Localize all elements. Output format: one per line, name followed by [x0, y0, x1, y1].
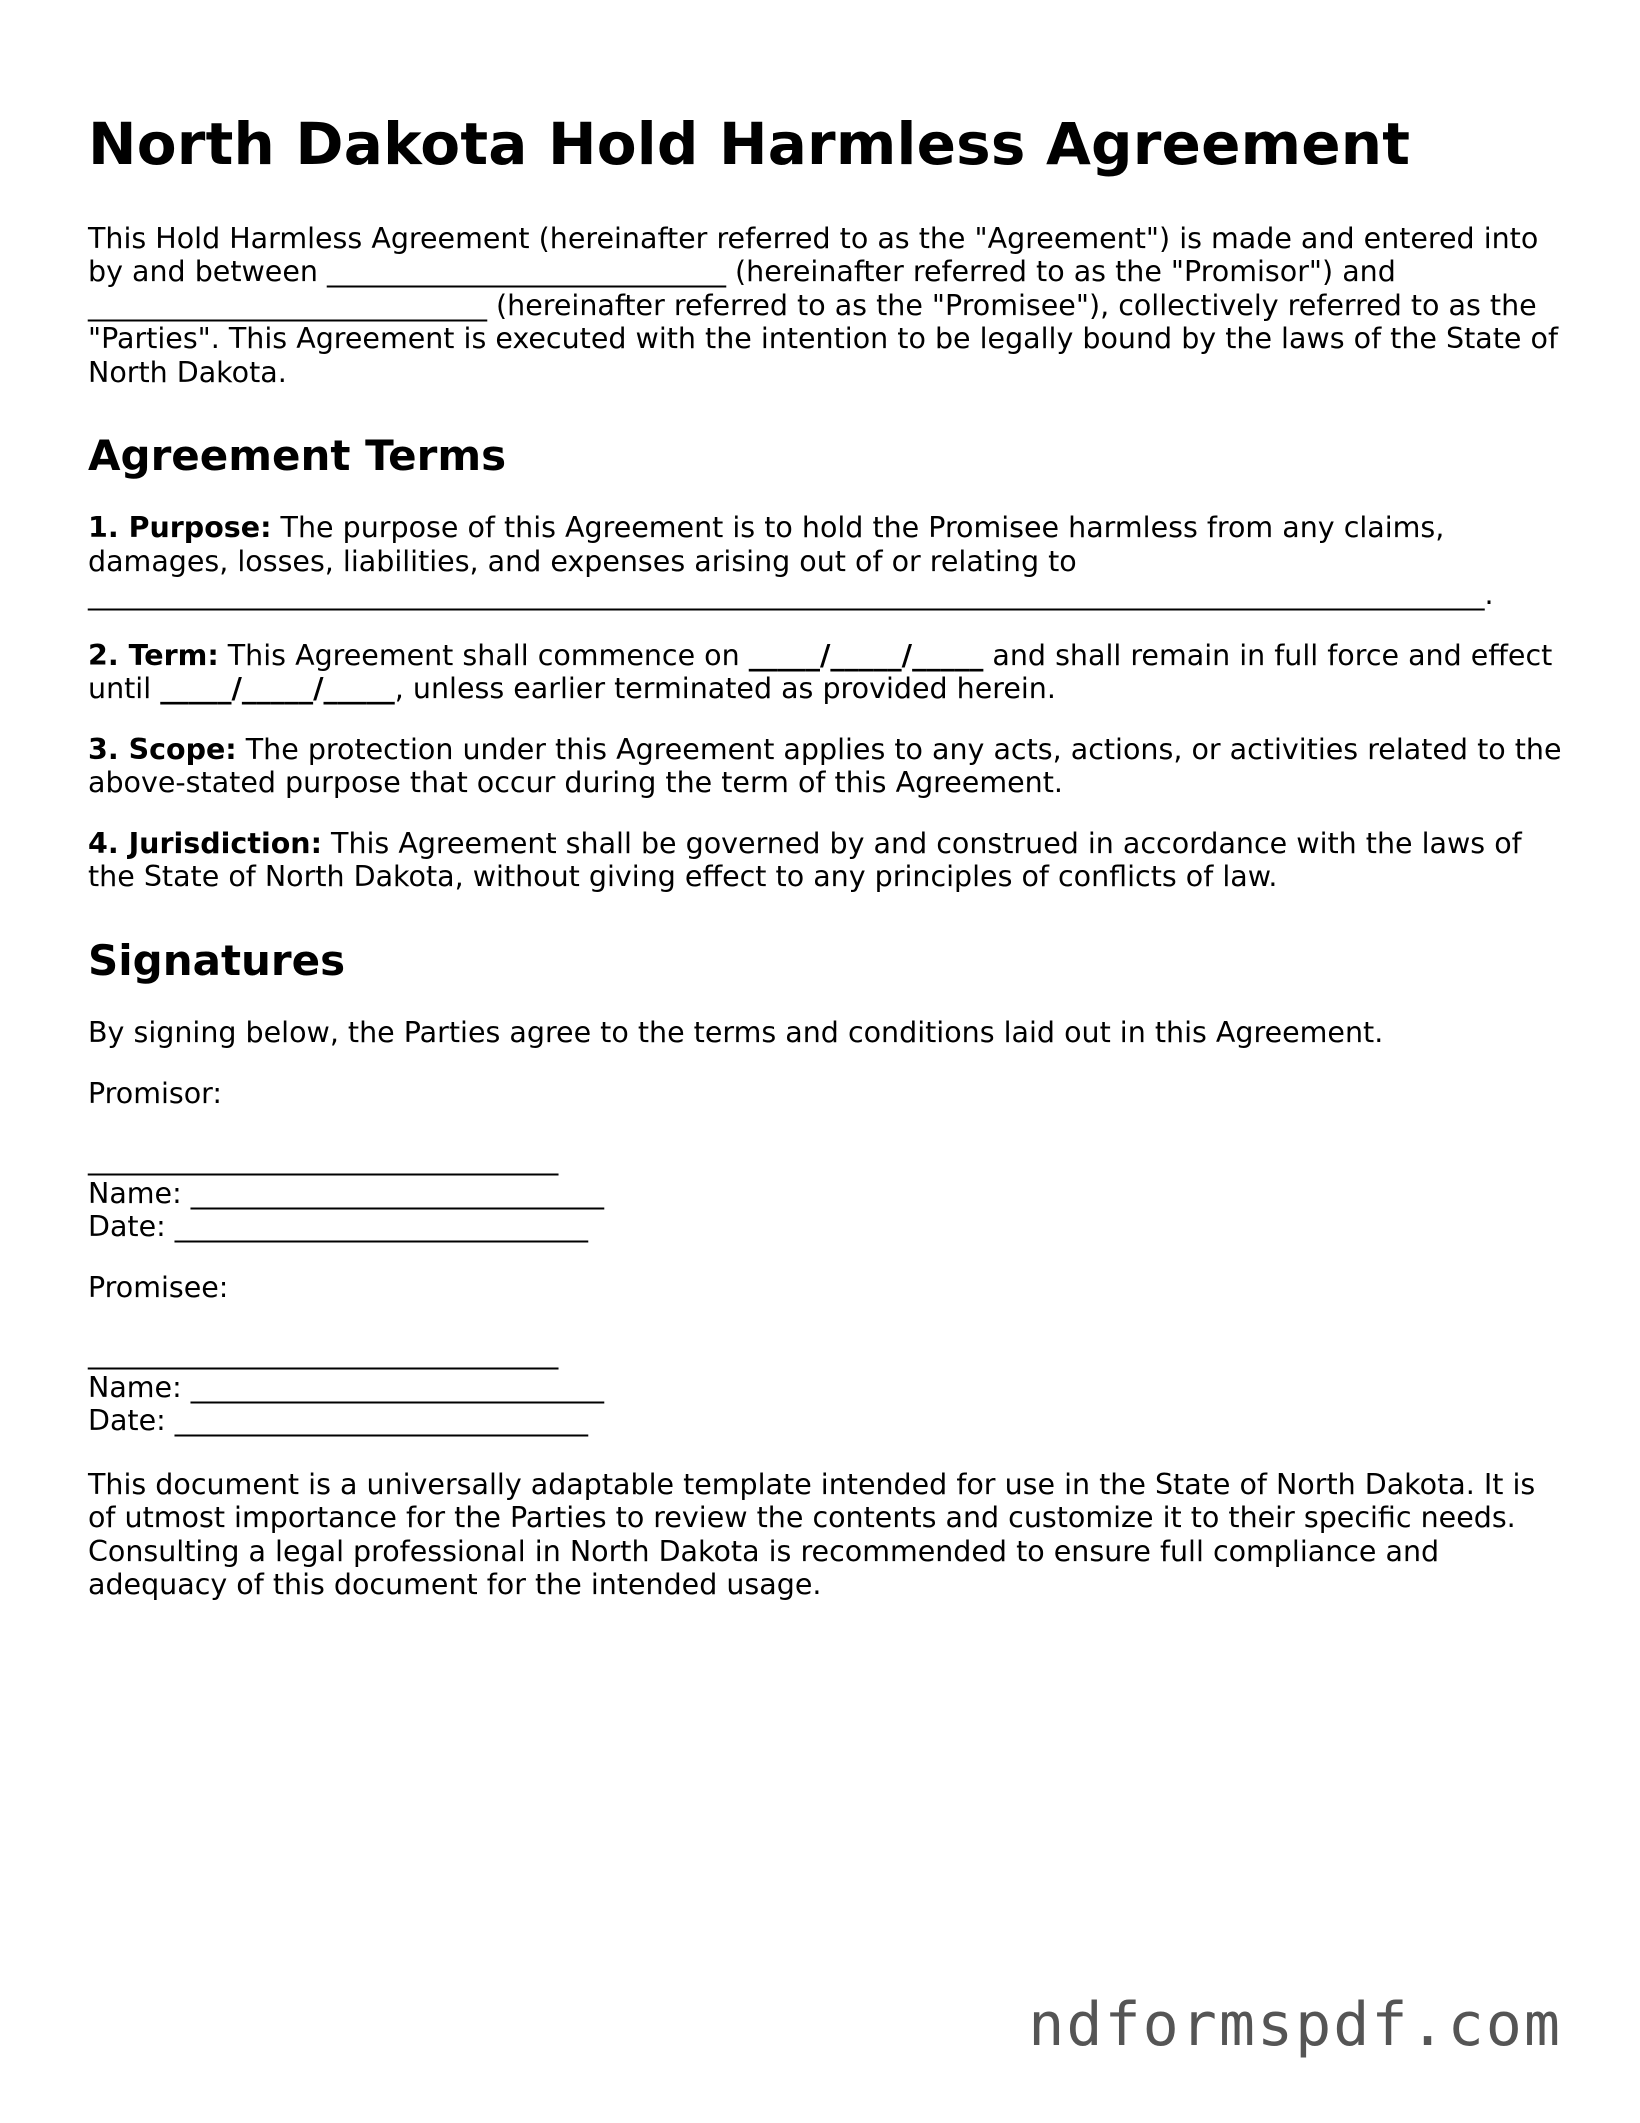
- promisee-date-line: Date: _____________________________: [88, 1404, 589, 1438]
- term-purpose-text: The purpose of this Agreement is to hold the Promisee harmless from any claims, damages, losses, liabilities, and expenses arising out of or relating to __________________________________________________________________________________________________.: [88, 511, 1494, 612]
- signatures-heading: Signatures: [88, 935, 346, 985]
- promisor-date-line: Date: _____________________________: [88, 1210, 589, 1244]
- term-purpose: [88, 511, 1568, 612]
- term-term-text-2: and shall remain in full force and effect until: [88, 638, 1553, 706]
- signatures-intro: By signing below, the Parties agree to the terms and conditions laid out in this Agreement.: [88, 1016, 1384, 1050]
- promisor-signature-line: _________________________________: [88, 1143, 559, 1177]
- term-scope-label: 3. Scope:: [88, 732, 237, 766]
- term-term-text: This Agreement shall commence on: [218, 638, 749, 672]
- promisor-label: Promisor:: [88, 1076, 222, 1110]
- start-date-blank: _____/_____/_____: [748, 638, 984, 672]
- document-title: North Dakota Hold Harmless Agreement: [88, 110, 1411, 178]
- term-term-label: 2. Term:: [88, 638, 219, 672]
- promisee-label: Promisee:: [88, 1270, 229, 1304]
- promisor-name-line: Name: _____________________________: [88, 1176, 604, 1210]
- promisor-signature-block: [88, 1077, 1568, 1244]
- term-term: [88, 639, 1568, 706]
- promisee-signature-line: _________________________________: [88, 1337, 559, 1371]
- term-jurisdiction-label: 4. Jurisdiction:: [88, 826, 322, 860]
- end-date-blank: _____/_____/_____: [160, 672, 395, 706]
- term-jurisdiction-text: This Agreement shall be governed by and construed in accordance with the laws of the State of North Dakota, without giving effect to any principles of conflicts of law.: [88, 826, 1522, 894]
- site-watermark: ndformspdf.com: [1028, 1990, 1562, 2060]
- promisee-name-line: Name: _____________________________: [88, 1370, 604, 1404]
- term-jurisdiction: [88, 827, 1568, 894]
- document-page: [88, 100, 1568, 1629]
- disclaimer-note: This document is a universally adaptable template intended for use in the State of North Dakota. It is of utmost importance for the Parties to review the contents and customize it to their specific needs. Consulting a legal professional in North Dakota is recommended to ensure full compliance and adequacy of this document for the intended usage.: [88, 1467, 1536, 1602]
- intro-paragraph: This Hold Harmless Agreement (hereinafter referred to as the "Agreement") is made and entered into by and between ____________________________ (hereinafter referred to as the "Promisor") and ____________________________ (hereinafter referred to as the "Promisee"), collectively referred to as the "Parties". This Agreement is executed with the intention to be legally bound by the laws of the State of North Dakota.: [88, 221, 1558, 389]
- term-term-text-3: , unless earlier terminated as provided herein.: [394, 672, 1056, 706]
- promisee-signature-block: [88, 1271, 1568, 1438]
- term-scope: [88, 733, 1568, 800]
- term-purpose-label: 1. Purpose:: [88, 511, 272, 545]
- term-scope-text: The protection under this Agreement applies to any acts, actions, or activities related to the above-stated purpose that occur during the term of this Agreement.: [88, 732, 1562, 800]
- agreement-terms-heading: Agreement Terms: [88, 431, 507, 481]
